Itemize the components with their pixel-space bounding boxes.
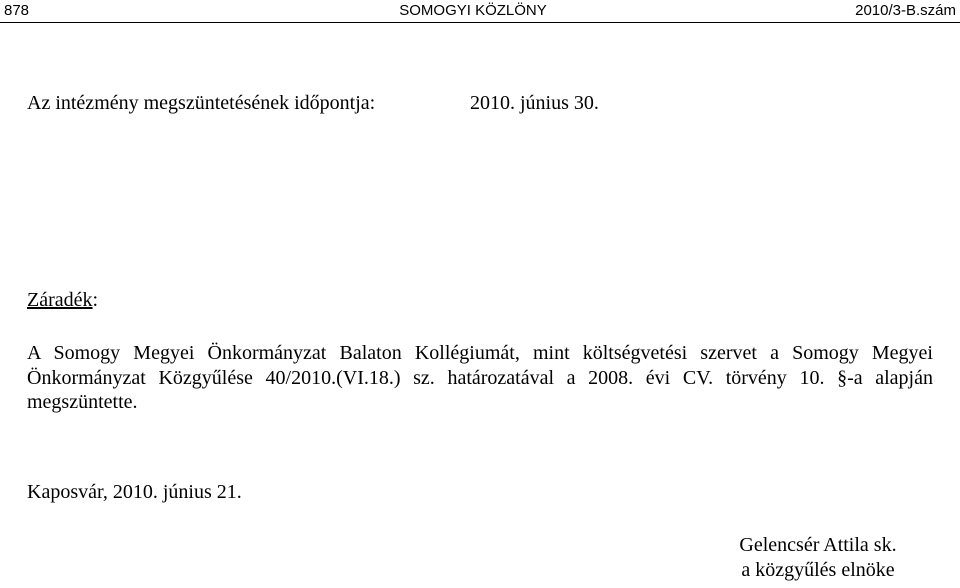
issue-number: 2010/3-B.szám (855, 2, 956, 19)
clause-title-colon: : (92, 289, 99, 311)
clause-title: Záradék (27, 289, 93, 311)
closure-date-label: Az intézmény megszüntetésének időpontja: (27, 92, 376, 114)
page-header (0, 0, 960, 24)
page-number: 878 (4, 2, 30, 19)
closure-date-row (27, 91, 599, 115)
signatory-name: Gelencsér Attila sk. (739, 534, 897, 556)
closure-date-value: 2010. június 30. (470, 92, 599, 114)
journal-title: SOMOGYI KÖZLÖNY (399, 2, 547, 19)
clause-paragraph: A Somogy Megyei Önkormányzat Balaton Kollégiumát, mint költségvetési szervet a Somogy Megyei Önkormányzat Közgyűlése 40/2010.(VI.18.) sz. határozatával a 2008. évi CV. törvény 10. §-a alapján megszüntette. (27, 342, 933, 413)
clause-heading (27, 288, 98, 312)
header-rule (0, 22, 960, 23)
signature-block (700, 533, 936, 583)
signatory-role: a közgyűlés elnöke (741, 559, 895, 581)
place-and-date: Kaposvár, 2010. június 21. (27, 481, 242, 503)
